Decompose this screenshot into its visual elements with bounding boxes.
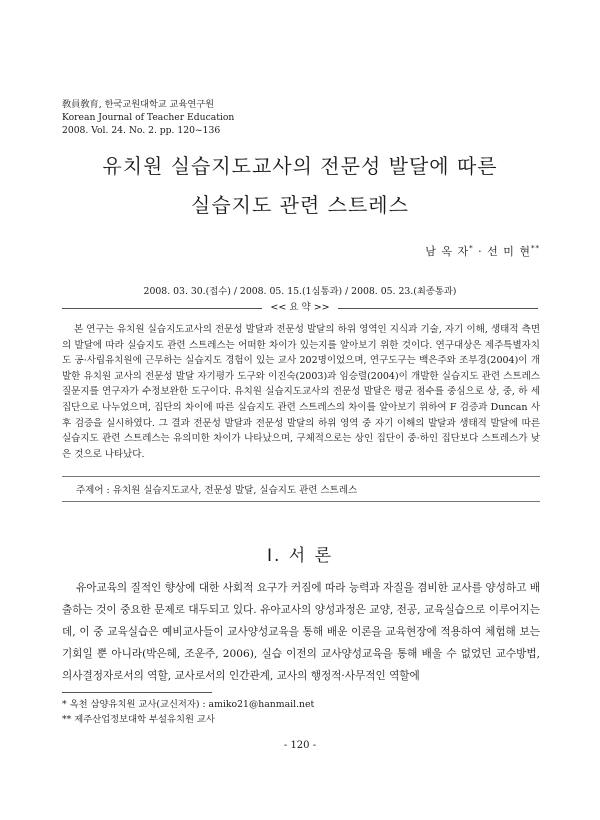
journal-name-english: Korean Journal of Teacher Education — [62, 112, 235, 123]
footnote-2: ** 제주산업정보대학 부설유치원 교사 — [62, 714, 215, 725]
author-separator: · — [478, 245, 483, 258]
author-2-mark: ** — [531, 244, 540, 253]
abstract-text: 본 연구는 유치원 실습지도교사의 전문성 발달과 전문성 발달의 하위 영역인 지식과 기술, 자기 이해, 생태적 측면의 발달에 따라 실습지도 관련 스트레스는 어떠한 차이가 있는지를 알아보기 위한 것이다. 연구대상은 제주특별자치도 공·사립유치원에 근무하는 실습지도 경험이 있는 교사 202명이었으며, 연구도구는 백은주와 조부경(2004)이 개발한 유치원 교사의 전문성 발달 자기평가 도구와 이진숙(2003)과 임승렬(2004)이 개발한 실습지도 관련 스트레스 질문지를 연구자가 수정보완한 도구이다. 유치원 실습지도교사의 전문성 발달은 평균 점수를 중심으로 상, 중, 하 세 집단으로 나누었으며, 집단의 차이에 따른 실습지도 관련 스트레스의 차이를 알아보기 위하여 F 검증과 Duncan 사후 검증을 실시하였다. 그 결과 전문성 발달과 전문성 발달의 하위 영역 중 자기 이해의 발달과 생태적 발달에 따른 실습지도 관련 스트레스는 유의미한 차이가 나타났으며, 구체적으로는 상인 집단이 중·하인 집단보다 스트레스가 낮은 것으로 나타났다. — [62, 324, 540, 460]
page-number: - 120 - — [283, 740, 317, 751]
footnotes — [62, 697, 314, 727]
footnote-1: * 옥천 삼양유치원 교사(교신저자) : amiko21@hanmail.net — [62, 699, 315, 710]
abstract-rule-right — [338, 308, 538, 309]
author-1-mark: * — [469, 244, 474, 253]
author-2: 선 미 현 — [487, 245, 531, 258]
submission-dates: 2008. 03. 30.(접수) / 2008. 05. 15.(1심통과) / 2008. 05. 23.(최종통과) — [143, 286, 457, 297]
authors — [425, 243, 540, 259]
keywords: 주제어 : 유치원 실습지도교사, 전문성 발달, 실습지도 관련 스트레스 — [62, 476, 540, 502]
author-1: 남 옥 자 — [425, 245, 470, 258]
abstract-heading — [62, 301, 538, 315]
journal-volume: 2008. Vol. 24. No. 2. pp. 120~136 — [62, 125, 221, 136]
section-heading: Ⅰ. 서 론 — [266, 546, 334, 566]
journal-name-korean: 敎員敎育, 한국교원대학교 교육연구원 — [62, 99, 215, 110]
paper-title-line-1: 유치원 실습지도교사의 전문성 발달에 따른 — [102, 154, 498, 178]
journal-info — [62, 98, 234, 137]
body-paragraph: 유아교육의 질적인 향상에 대한 사회적 요구가 커짐에 따라 능력과 자질을 겸비한 교사를 양성하고 배출하는 것이 중요한 문제로 대두되고 있다. 유아교사의 양성과정은 교양, 전공, 교육실습으로 이루어지는데, 이 중 교육실습은 예비교사들이 교사양성교육을 통해 배운 이론을 교육현장에 적용하여 체험해 보는 기회일 뿐 아니라(박은혜, 조운주, 2006), 실습 이전의 교사양성교육을 통해 배울 수 없었던 교수방법, 의사결정자로서의 역할, 교사로서의 인간관계, 교사의 행정적·사무적인 역할에 — [62, 582, 540, 682]
paper-title-line-2: 실습지도 관련 스트레스 — [191, 193, 409, 217]
footnote-divider — [62, 692, 212, 693]
abstract-heading-label: << 요 약 >> — [270, 302, 330, 313]
